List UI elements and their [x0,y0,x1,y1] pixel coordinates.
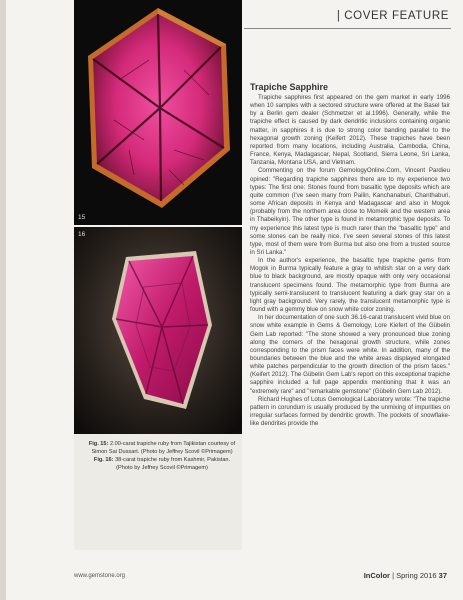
article-paragraph: Commenting on the forum GemologyOnline.Com, Vincent Pardieu opined: "Regarding trapiche sapphires there are to my experience two types: The first one: Stones found from basaltic type deposits which are quite common (I've seen many from Pailin, Kanchanaburi, Chanthaburi, some African deposits in Kenya and Madagascar and also in Mogok (probably from the northern area close to Momeik and the western area in Thabeikyin). The other type is found in metamorphic type deposits. To my experience this latest type is much rarer than the "basaltic type" and some stones can be really nice. I've seen several stones of this latest type, most of them were from Burma but also one from a trusted source in Sri Lanka." [250,167,450,256]
ruby-slice-image [74,227,242,434]
article-paragraph: In the author's experience, the basaltic type trapiche gems from Mogok in Burma typically feature a gray to whitish star on a very dark blue to black background, are mostly opaque with only very occasional translucent specimens found. The metamorphic type from Burma are typically semi-translucent to translucent featuring a dark gray star on a light gray background. Very rarely, the translucent metamorphic type is found with a gemmy blue on snow white color zoning. [250,257,450,314]
article-paragraph: Richard Hughes of Lotus Gemological Laboratory wrote: "The trapiche pattern in corundum is usually produced by the unmixing of impurities on irregular surfaces formed by dendritic growth. The pockets of snowflake-like dendrites provide the [250,395,450,428]
figure-caption [86,440,238,472]
caption-15-text: 2.00-carat trapiche ruby from Tajikistan courtesy of Simon Sai Dussart. (Photo by Jeffrey Scovil ©Primagem) [91,441,236,455]
ruby-slice-image [74,0,242,225]
footer-folio [364,571,447,580]
header-rule [244,28,451,29]
page-edge [0,0,6,600]
section-header [337,10,449,22]
article-title: Trapiche Sapphire [250,82,329,92]
caption-15-label: Fig. 15: [88,441,109,447]
caption-16-label: Fig. 16: [93,457,114,463]
figure-16-number: 16 [78,231,86,238]
folio-separator: | [392,571,395,580]
caption-16-text: 38-carat trapiche ruby from Kashmir, Pakistan. (Photo by Jeffrey Scovil ©Primagem) [115,457,231,471]
article-paragraph: In her documentation of one such 36.16-carat translucent vivid blue on snow white example in Gems & Gemology, Lore Kiefert of the Gübelin Gem Lab reported: "The stone showed a very pronounced blue zoning along the corners of the hexagonal growth structure, while zones corresponding to the prism faces were white. In addition, many of the boundaries between the blue and the white areas displayed elongated white patches perpendicular to the growth direction of the prism faces." (Keifert 2012). The Gübelin Gem Lab's report on this exceptional trapiche sapphire included a full page appendix mentioning that it was an "extremely rare" and "remarkable gemstone" (Gübelin Gem Lab 2012). [250,314,450,395]
issue-date: Spring 2016 [396,571,437,580]
section-title: COVER FEATURE [344,10,449,22]
header-separator-icon: | [336,10,345,22]
article-paragraph: Trapiche sapphires first appeared on the gem market in early 1996 when 10 samples with a sectored structure were offered at the Basel fair by a Berlin gem dealer (Schmetzer et al.1996). Generally, while the trapiche effect is caused by dark dendritic inclusions containing organic matter, in sapphires it is due to strong color banding parallel to the hexagonal growth zoning (Keifert 2012). These trapiches have been reported from many locations, including Australia, Cambodia, China, France, Kenya, Madagascar, Nepal, Scotland, Sierra Leone, Sri Lanka, Tanzania, Montana USA, and Vietnam. [250,94,450,167]
footer-website: www.gemstone.org [74,573,126,579]
figure-15-number: 15 [78,214,86,221]
article-body [250,94,450,428]
page-number: 37 [438,571,447,580]
figure-16-photo [74,227,242,434]
magazine-name: InColor [363,571,390,580]
figure-15-photo [74,0,242,225]
